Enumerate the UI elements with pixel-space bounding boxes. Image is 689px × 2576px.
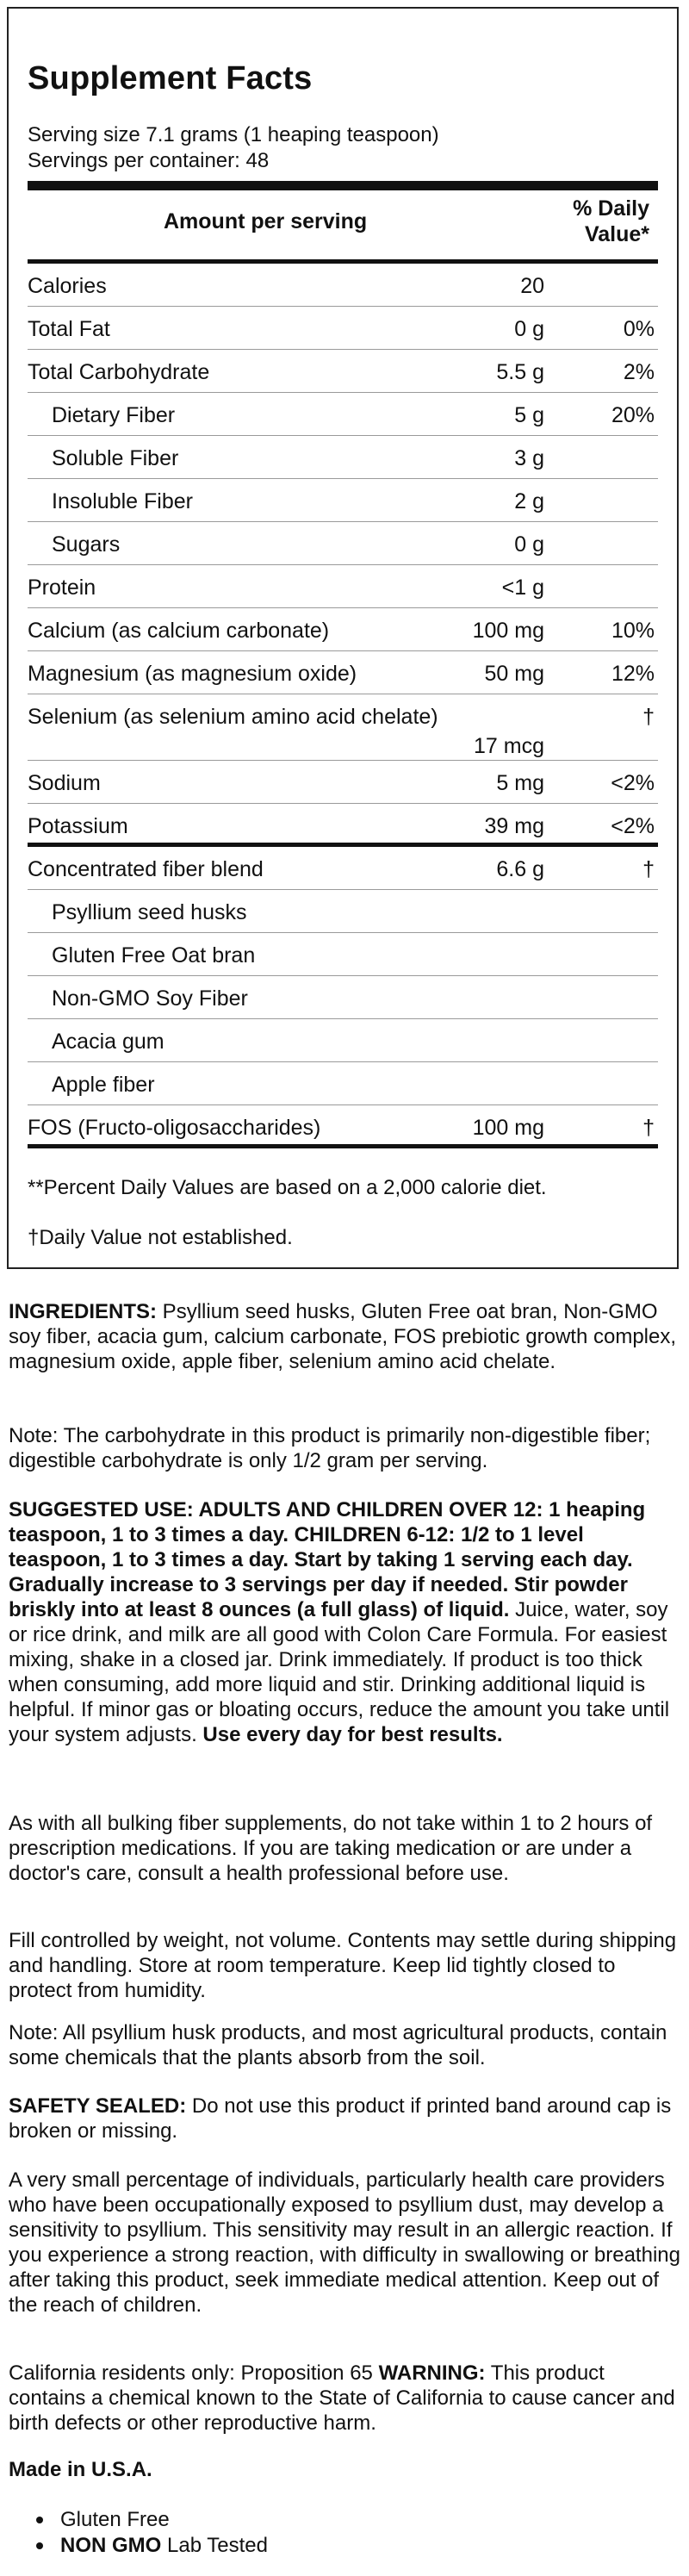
ingredients-text: Psyllium seed husks, Gluten Free oat bran, Non-GMO soy fiber, acacia gum, calcium carbonate, FOS prebiotic growth complex, magnesium oxide, apple fiber, selenium amino acid chelate. [9, 1300, 677, 1373]
nutrient-dv: 20% [611, 403, 655, 427]
header-dv-line2: Value* [584, 222, 649, 246]
carbohydrate-note-text: Note: The carbohydrate in this product is primarily non-digestible fiber; digestible carbohydrate is only 1/2 gram per serving. [9, 1424, 651, 1472]
footnote-not-established: †Daily Value not established. [28, 1226, 293, 1249]
table-row [28, 804, 658, 847]
bulking-text: As with all bulking fiber supplements, do not take within 1 to 2 hours of prescription medications. If you are taking medication or are under a doctor's care, consult a health professional before use. [9, 1812, 653, 1885]
nutrient-rows [28, 264, 658, 1148]
california-warning-label: WARNING: [378, 2361, 486, 2385]
blend-ingredient: Acacia gum [52, 1030, 164, 1054]
nutrient-amount: 3 g [514, 446, 544, 470]
ingredients-paragraph [9, 1299, 680, 1374]
nutrient-name: Sugars [52, 532, 121, 557]
table-row [28, 976, 658, 1019]
nutrient-name: Soluble Fiber [52, 446, 179, 470]
safety-text: Do not use this product if printed band around cap is broken or missing. [9, 2094, 672, 2143]
table-row [28, 565, 658, 608]
header-dv-line1: % Daily [573, 196, 649, 221]
table-row [28, 933, 658, 976]
nutrient-amount: 5 mg [496, 771, 544, 795]
nutrient-name: Concentrated fiber blend [28, 857, 264, 881]
panel-title: Supplement Facts [28, 60, 313, 96]
nutrient-name: Calories [28, 274, 107, 298]
fill-paragraph [9, 1928, 680, 2003]
nutrient-dv: <2% [611, 814, 655, 838]
nutrient-amount: 0 g [514, 317, 544, 341]
table-row [28, 393, 658, 436]
carbohydrate-note [9, 1423, 680, 1473]
made-in-paragraph [9, 2457, 680, 2482]
made-in-text: Made in U.S.A. [9, 2458, 152, 2481]
nutrient-amount: 0 g [514, 532, 544, 557]
serving-info [28, 122, 658, 174]
bullet-lab-tested: Lab Tested [161, 2534, 268, 2557]
table-row [28, 350, 658, 393]
footnote-daily-values: **Percent Daily Values are based on a 2,000 calorie diet. [28, 1176, 547, 1199]
nutrient-dv: † [642, 705, 655, 729]
sensitivity-paragraph [9, 2168, 680, 2318]
california-prefix: California residents only: Proposition 65 [9, 2361, 379, 2385]
nutrient-dv: 12% [611, 662, 655, 686]
nutrient-dv: <2% [611, 771, 655, 795]
california-text: This product contains a chemical known to the State of California to cause cancer and birth defects or other reproductive harm. [9, 2361, 675, 2435]
nutrient-amount: 6.6 g [496, 857, 544, 881]
blend-ingredient: Gluten Free Oat bran [52, 943, 256, 968]
header-amount: Amount per serving [164, 209, 368, 233]
table-row [28, 522, 658, 565]
safety-paragraph [9, 2094, 680, 2144]
psyllium-note-text: Note: All psyllium husk products, and most agricultural products, contain some chemicals that the plants absorb from the soil. [9, 2021, 667, 2069]
nutrient-amount: 100 mg [472, 1116, 544, 1140]
table-row [28, 1105, 658, 1148]
supplement-facts-panel [7, 7, 679, 1269]
table-row [28, 479, 658, 522]
serving-size: Serving size 7.1 grams (1 heaping teaspoon) [28, 123, 439, 146]
nutrient-dv: 2% [623, 360, 655, 384]
nutrient-amount: 2 g [514, 489, 544, 513]
safety-label: SAFETY SEALED: [9, 2094, 187, 2118]
table-row [28, 1062, 658, 1105]
bullet-gluten-free: Gluten Free [60, 2508, 170, 2531]
suggested-use-end-bold: Use every day for best results. [202, 1723, 503, 1746]
nutrient-dv: † [642, 857, 655, 881]
fill-text: Fill controlled by weight, not volume. Contents may settle during shipping and handling. Store at room temperature. Keep lid tightly closed to protect from humidity. [9, 1929, 677, 2002]
nutrient-name: Total Fat [28, 317, 110, 341]
nutrient-amount: <1 g [501, 576, 544, 600]
feature-list [26, 2507, 268, 2559]
blend-ingredient: Non-GMO Soy Fiber [52, 986, 248, 1011]
table-row [28, 436, 658, 479]
table-row [28, 1019, 658, 1062]
table-row [28, 847, 658, 890]
table-row [28, 761, 658, 804]
blend-ingredient: Apple fiber [52, 1073, 155, 1097]
ingredients-label: INGREDIENTS: [9, 1300, 158, 1323]
suggested-use-paragraph [9, 1497, 680, 1747]
table-header [28, 190, 658, 264]
nutrient-amount: 20 [520, 274, 544, 298]
suggested-use-bold: SUGGESTED USE: ADULTS AND CHILDREN OVER 12: 1 heaping teaspoon, 1 to 3 times a day. CHILDREN 6-12: 1/2 to 1 level teaspoon, 1 to 3 times a day. Start by taking 1 serving each day. Gradually increase to 3 servings per day if needed. Stir powder briskly into at least 8 ounces (a full glass) of liquid. [9, 1498, 646, 1621]
nutrient-amount: 39 mg [484, 814, 544, 838]
table-row [28, 608, 658, 651]
nutrient-amount: 5 g [514, 403, 544, 427]
nutrient-amount: 17 mcg [474, 734, 544, 758]
bullet-non-gmo-bold: NON GMO [60, 2534, 162, 2557]
table-row [28, 651, 658, 694]
nutrient-name: FOS (Fructo-oligosaccharides) [28, 1116, 321, 1140]
table-row [28, 264, 658, 307]
nutrient-name: Protein [28, 576, 96, 600]
nutrient-name: Insoluble Fiber [52, 489, 193, 513]
table-row [28, 694, 658, 761]
list-item [26, 2533, 268, 2559]
nutrient-name: Dietary Fiber [52, 403, 176, 427]
nutrient-name: Total Carbohydrate [28, 360, 210, 384]
psyllium-note-paragraph [9, 2020, 680, 2070]
nutrient-dv: † [642, 1116, 655, 1140]
thick-rule [28, 181, 658, 190]
nutrient-amount: 50 mg [484, 662, 544, 686]
header-daily-value [537, 196, 649, 247]
list-item [26, 2507, 268, 2533]
table-row [28, 890, 658, 933]
california-paragraph [9, 2361, 680, 2436]
bulking-paragraph [9, 1811, 680, 1886]
nutrient-name: Selenium (as selenium amino acid chelate) [28, 705, 438, 729]
suggested-use-text: Juice, water, soy or rice drink, and milk are all good with Colon Care Formula. For easiest mixing, shake in a closed jar. Drink immediately. If product is too thick when consuming, add more liquid and stir. Drinking additional liquid is helpful. If minor gas or bloating occurs, reduce the amount you take until your system adjusts. [9, 1598, 670, 1746]
nutrient-name: Potassium [28, 814, 128, 838]
nutrient-name: Magnesium (as magnesium oxide) [28, 662, 357, 686]
blend-ingredient: Psyllium seed husks [52, 900, 247, 924]
sensitivity-text: A very small percentage of individuals, particularly health care providers who have been occupationally exposed to psyllium dust, may develop a sensitivity to psyllium. This sensitivity may result in an allergic reaction. If you experience a strong reaction, with difficulty in swallowing or breathing after taking this product, seek immediate medical attention. Keep out of the reach of children. [9, 2168, 680, 2317]
nutrient-name: Calcium (as calcium carbonate) [28, 619, 330, 643]
nutrient-amount: 5.5 g [496, 360, 544, 384]
table-row [28, 307, 658, 350]
nutrient-dv: 0% [623, 317, 655, 341]
nutrient-name: Sodium [28, 771, 101, 795]
nutrient-amount: 100 mg [472, 619, 544, 643]
servings-per-container: Servings per container: 48 [28, 149, 270, 172]
nutrient-dv: 10% [611, 619, 655, 643]
